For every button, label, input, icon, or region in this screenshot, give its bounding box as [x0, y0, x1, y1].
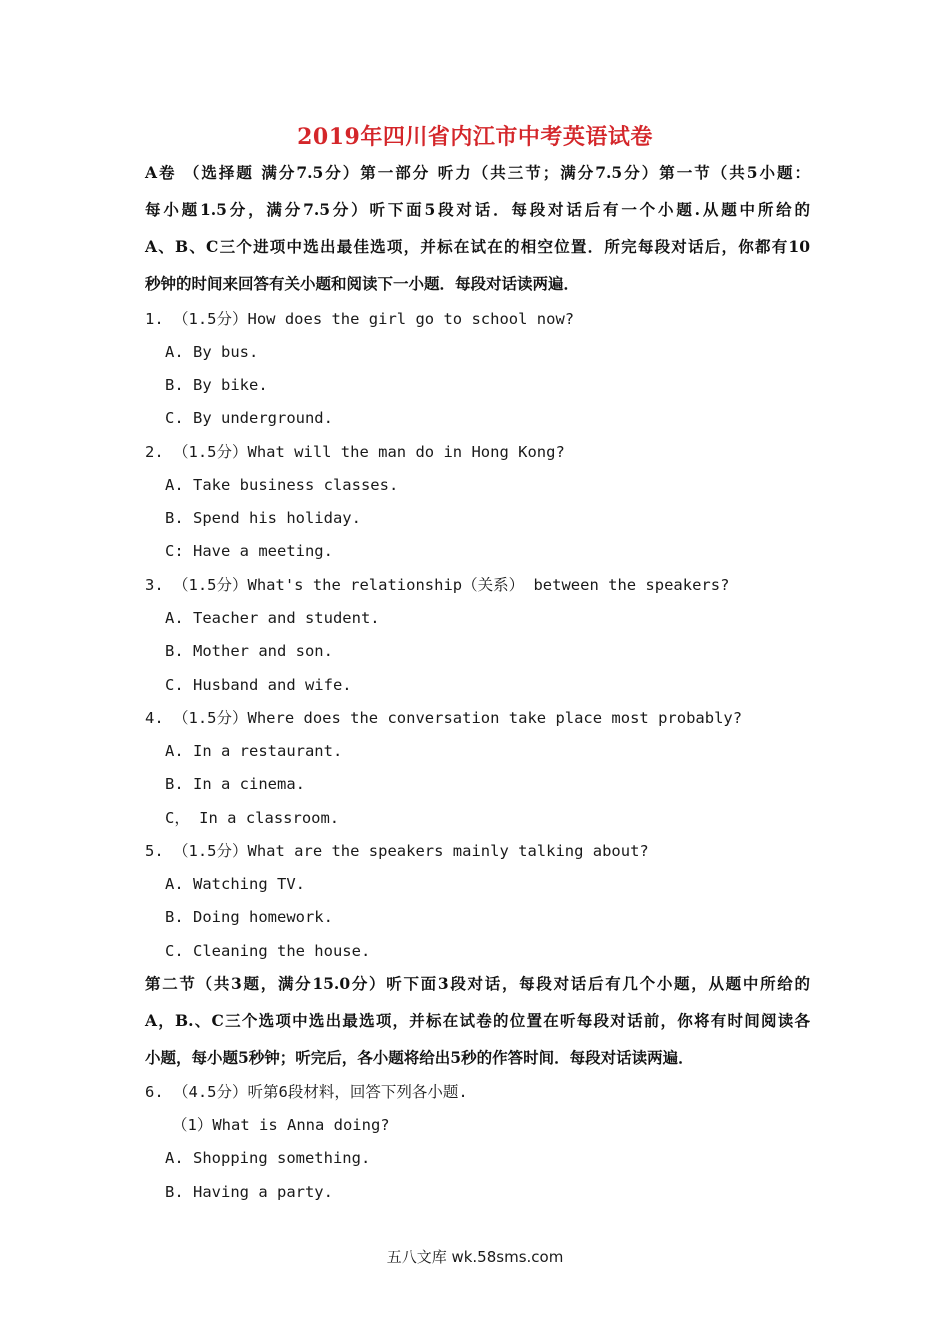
footer-watermark: 五八文库 wk.58sms.com [386, 1248, 564, 1266]
question-4-stem: 4. （1.5分）Where does the conversation take place most probably? [145, 709, 743, 727]
exam-title: 2019年四川省内江市中考英语试卷 [297, 124, 653, 150]
section-a-line: A卷 （选择题 满分7.5分）第一部分 听力（共三节；满分7.5分）第一节（共5小题： [145, 163, 810, 182]
question-3-stem: 3. （1.5分）What's the relationship（关系） between the speakers? [145, 576, 730, 594]
question-6-option-b: B. Having a party. [165, 1183, 333, 1201]
question-6-option-a: A. Shopping something. [165, 1149, 371, 1167]
question-4-option-c: C， In a classroom. [165, 809, 340, 827]
question-5-option-c: C. Cleaning the house. [165, 942, 371, 960]
section-b-line: 小题，每小题5秒钟；听完后，各小题将给出5秒的作答时间．每段对话读两遍． [145, 1048, 694, 1067]
question-6-stem: 6. （4.5分）听第6段材料，回答下列各小题. [145, 1083, 468, 1101]
question-1-option-b: B. By bike. [165, 376, 268, 394]
section-b-line: 第二节（共3题，满分15.0分）听下面3段对话，每段对话后有几个小题，从题中所给的 [145, 974, 810, 993]
section-b-line: A，B.、C三个选项中选出最选项，并标在试卷的位置在听每段对话前，你将有时间阅读各 [145, 1011, 810, 1030]
question-1-option-c: C. By underground. [165, 409, 333, 427]
question-3-option-c: C. Husband and wife. [165, 676, 352, 694]
question-6-sub-1: （1）What is Anna doing? [172, 1116, 390, 1134]
section-b-instructions [145, 965, 810, 1076]
question-1-stem: 1. （1.5分）How does the girl go to school now? [145, 310, 575, 328]
question-3-option-b: B. Mother and son. [165, 642, 333, 660]
question-2-option-c: C: Have a meeting. [165, 542, 333, 560]
question-1-option-a: A. By bus. [165, 343, 259, 361]
question-5-option-a: A. Watching TV. [165, 875, 305, 893]
section-a-line: 每小题1.5分，满分7.5分）听下面5段对话．每段对话后有一个小题.从题中所给的 [145, 200, 810, 219]
section-a-line: 秒钟的时间来回答有关小题和阅读下一小题．每段对话读两遍． [145, 274, 580, 293]
section-a-instructions [145, 154, 810, 302]
question-2-stem: 2. （1.5分）What will the man do in Hong Kong? [145, 443, 565, 461]
question-2-option-a: A. Take business classes. [165, 476, 399, 494]
question-2-option-b: B. Spend his holiday. [165, 509, 361, 527]
question-5-option-b: B. Doing homework. [165, 908, 333, 926]
section-a-line: A、B、C三个进项中选出最佳选项，并标在试在的相空位置．所完每段对话后，你都有10 [145, 237, 810, 256]
question-4-option-a: A. In a restaurant. [165, 742, 343, 760]
question-3-option-a: A. Teacher and student. [165, 609, 380, 627]
question-5-stem: 5. （1.5分）What are the speakers mainly talking about? [145, 842, 649, 860]
question-4-option-b: B. In a cinema. [165, 775, 305, 793]
